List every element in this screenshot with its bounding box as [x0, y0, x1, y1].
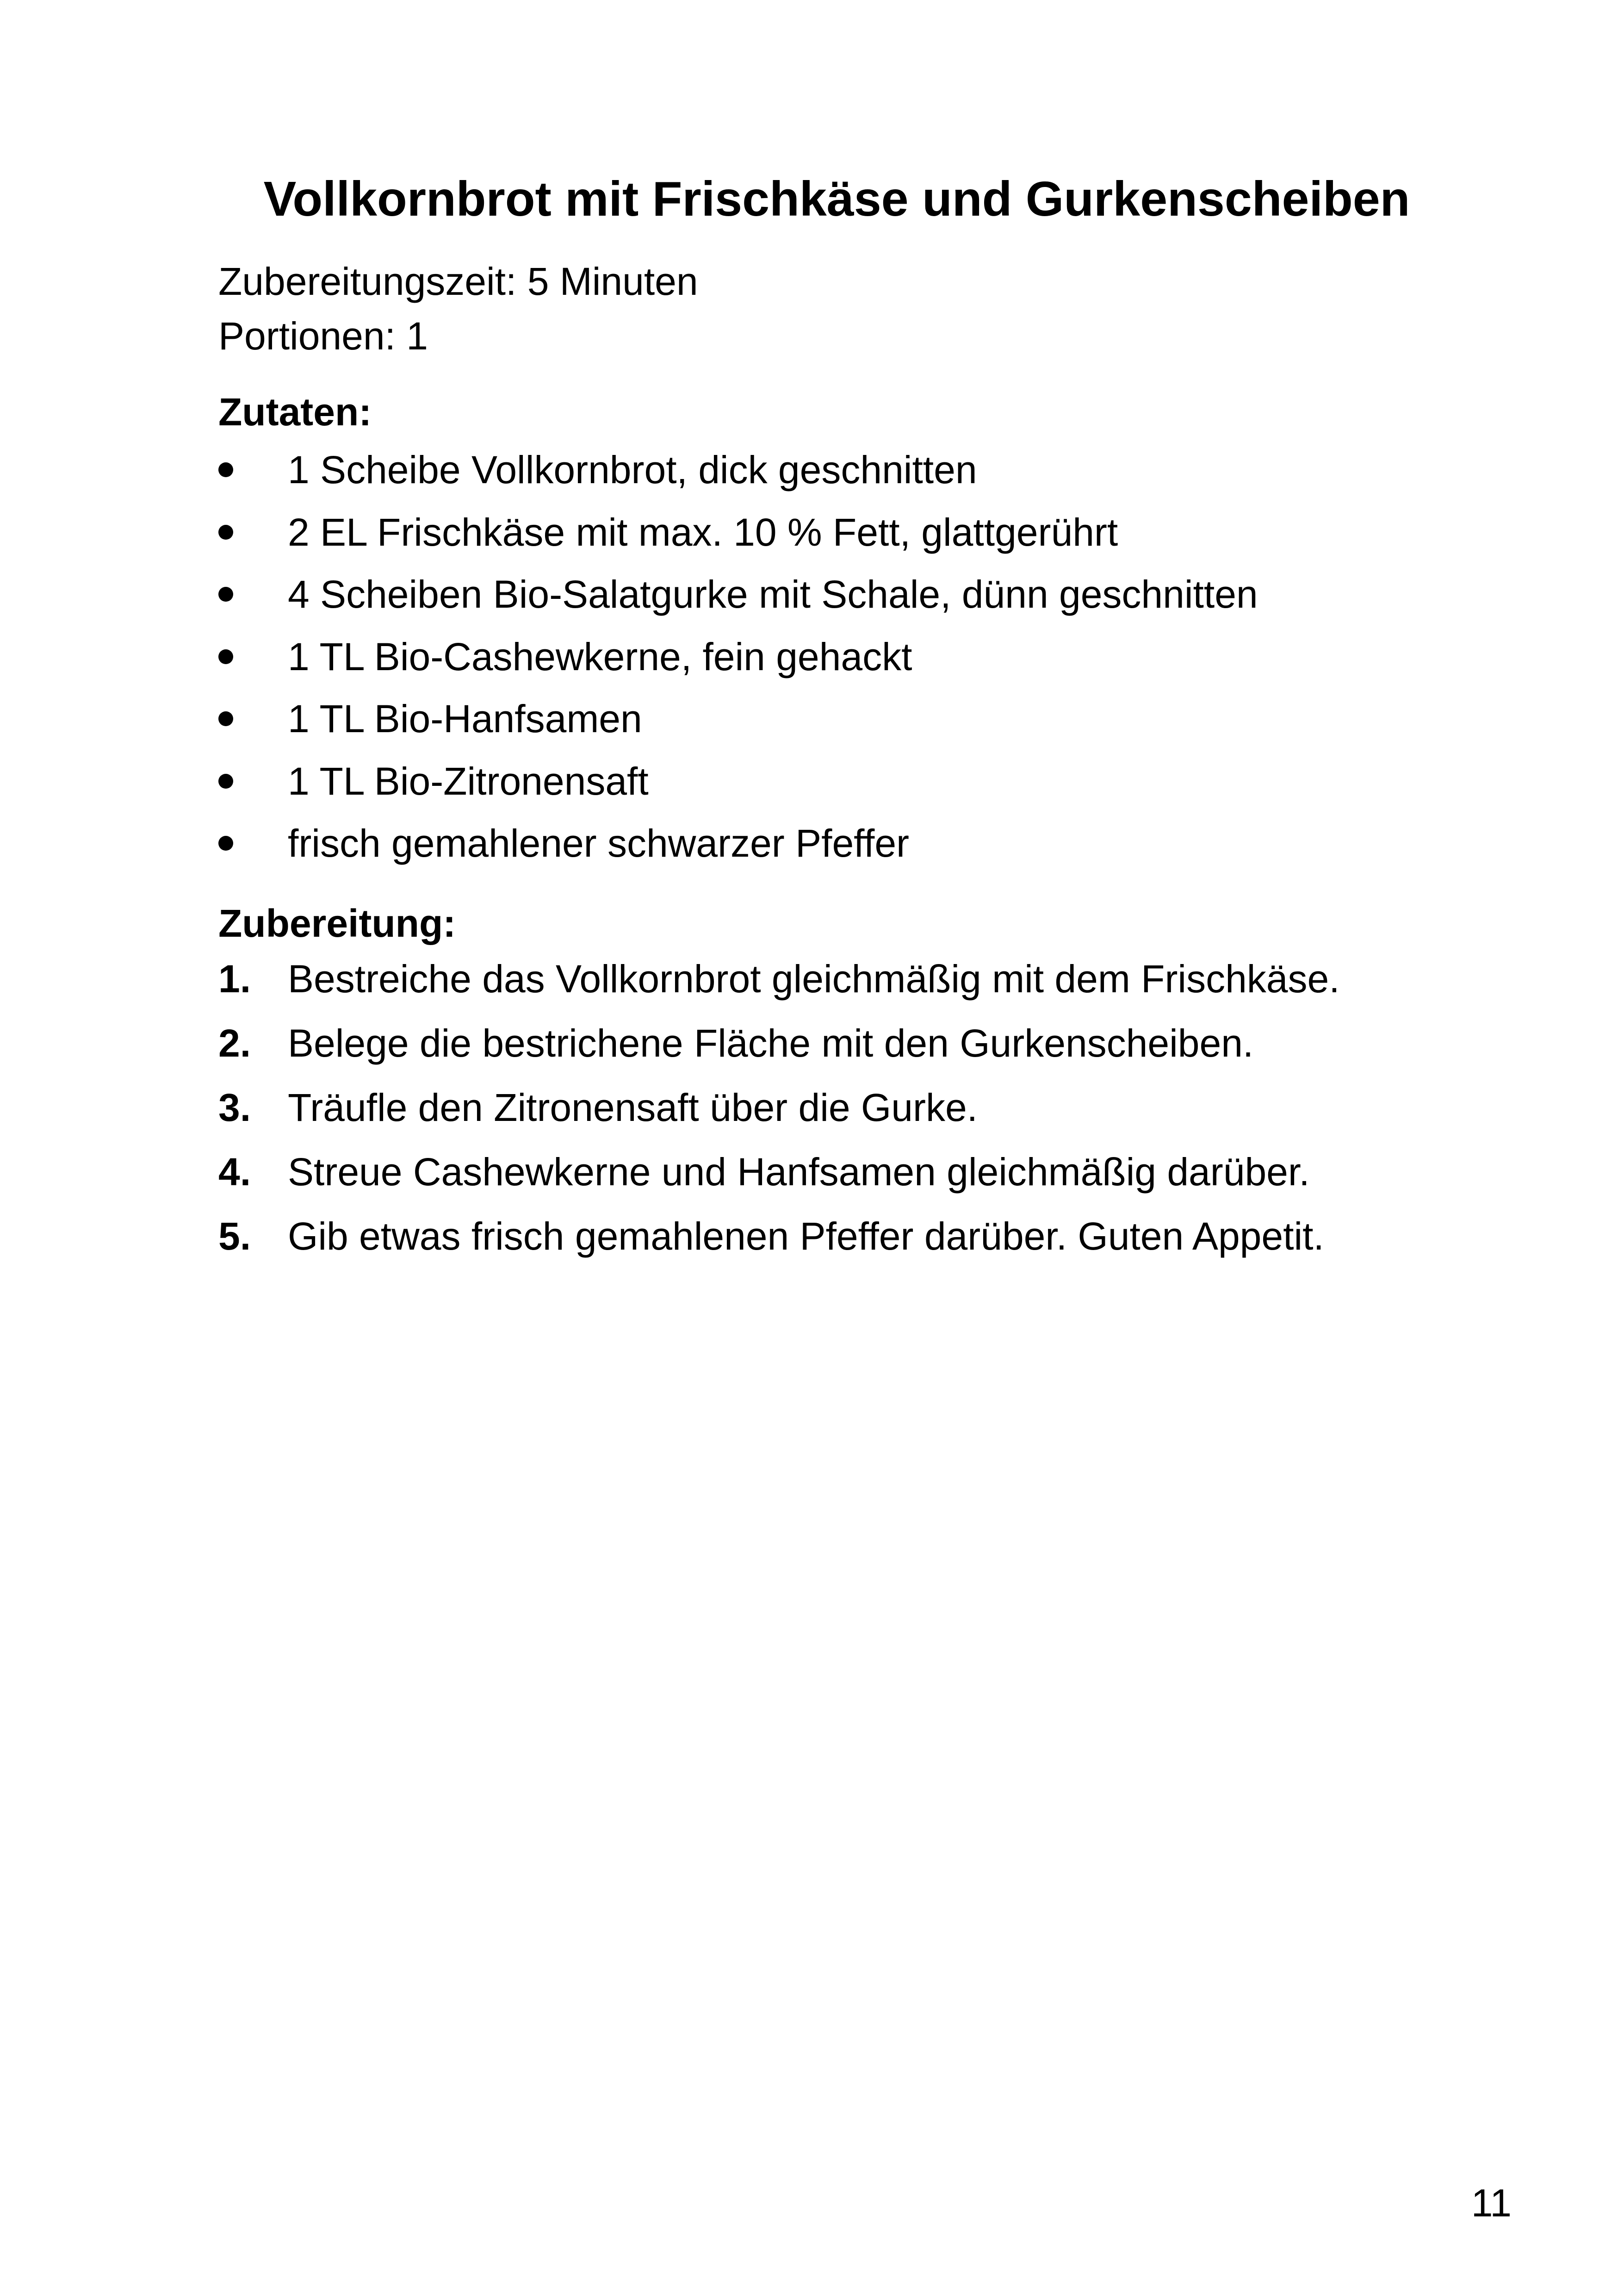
bullet-icon	[218, 711, 233, 726]
prep-time: Zubereitungszeit: 5 Minuten	[218, 260, 698, 303]
step-text: Gib etwas frisch gemahlenen Pfeffer darüber. Guten Appetit.	[288, 1214, 1324, 1258]
step-number: 4.	[218, 1150, 251, 1194]
bullet-icon	[218, 649, 233, 664]
step-text: Bestreiche das Vollkornbrot gleichmäßig mit dem Frischkäse.	[288, 957, 1340, 1001]
servings: Portionen: 1	[218, 314, 428, 358]
step-number: 1.	[218, 957, 251, 1001]
step-text: Träufle den Zitronensaft über die Gurke.	[288, 1086, 978, 1129]
ingredients-heading: Zutaten:	[218, 390, 372, 434]
step-number: 2.	[218, 1021, 251, 1065]
bullet-icon	[218, 462, 233, 477]
step-text: Streue Cashewkerne und Hanfsamen gleichmäßig darüber.	[288, 1150, 1310, 1194]
step-number: 3.	[218, 1086, 251, 1129]
bullet-icon	[218, 774, 233, 789]
bullet-icon	[218, 587, 233, 602]
bullet-icon	[218, 836, 233, 851]
recipe-title: Vollkornbrot mit Frischkäse und Gurkenscheiben	[263, 172, 1410, 226]
bullet-icon	[218, 525, 233, 540]
page-number: 11	[1471, 2181, 1512, 2225]
preparation-heading: Zubereitung:	[218, 902, 456, 945]
step-number: 5.	[218, 1214, 251, 1258]
step-text: Belege die bestrichene Fläche mit den Gurkenscheiben.	[288, 1021, 1254, 1065]
